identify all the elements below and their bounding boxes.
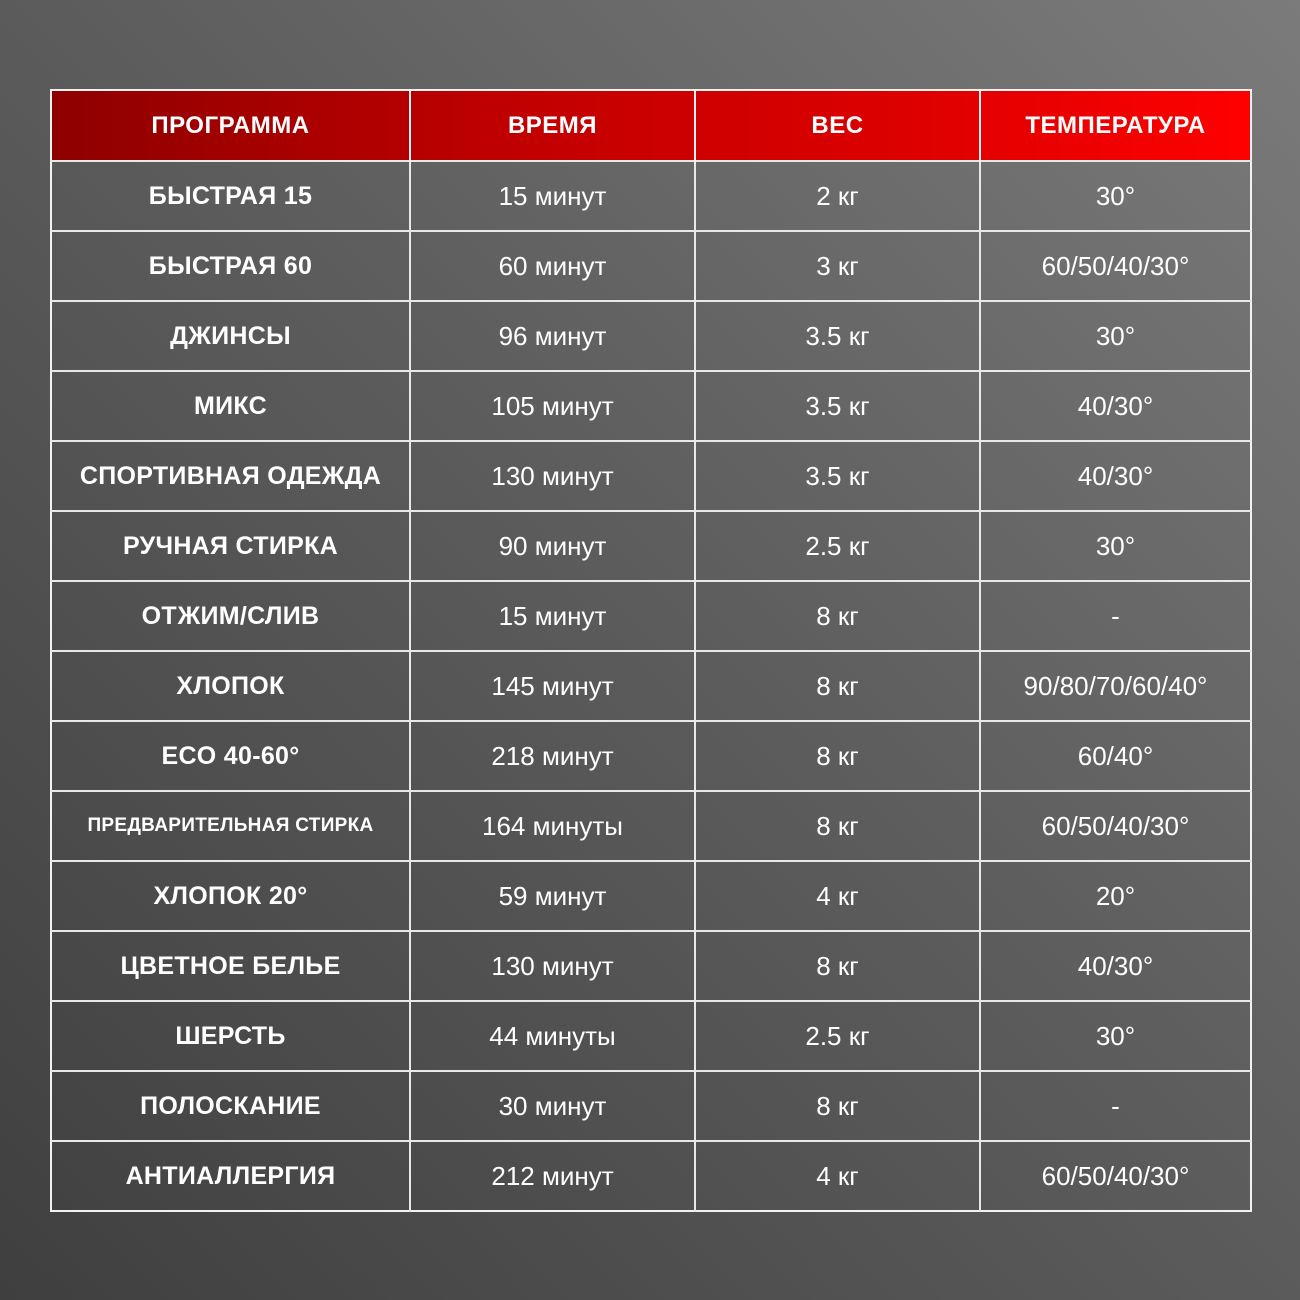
temperature-cell: 30°: [980, 511, 1251, 581]
temperature-cell: 30°: [980, 301, 1251, 371]
time-cell: 212 минут: [410, 1141, 695, 1211]
header-temperature: ТЕМПЕРАТУРА: [980, 90, 1251, 161]
programs-table: [50, 89, 1252, 1212]
program-cell: ЦВЕТНОЕ БЕЛЬЕ: [51, 931, 410, 1001]
time-cell: 30 минут: [410, 1071, 695, 1141]
time-cell: 44 минуты: [410, 1001, 695, 1071]
time-cell: 130 минут: [410, 441, 695, 511]
temperature-cell: 30°: [980, 161, 1251, 231]
program-cell: ПРЕДВАРИТЕЛЬНАЯ СТИРКА: [51, 791, 410, 861]
time-cell: 60 минут: [410, 231, 695, 301]
time-cell: 96 минут: [410, 301, 695, 371]
table-header-row: [51, 90, 1251, 161]
temperature-cell: 90/80/70/60/40°: [980, 651, 1251, 721]
weight-cell: 2.5 кг: [695, 511, 980, 581]
weight-cell: 8 кг: [695, 1071, 980, 1141]
weight-cell: 8 кг: [695, 581, 980, 651]
weight-cell: 3 кг: [695, 231, 980, 301]
weight-cell: 8 кг: [695, 931, 980, 1001]
weight-cell: 3.5 кг: [695, 441, 980, 511]
table-row: [51, 721, 1251, 791]
temperature-cell: -: [980, 581, 1251, 651]
table-body: [51, 161, 1251, 1211]
time-cell: 145 минут: [410, 651, 695, 721]
table-row: [51, 1141, 1251, 1211]
program-cell: ХЛОПОК: [51, 651, 410, 721]
weight-cell: 4 кг: [695, 1141, 980, 1211]
header-weight: ВЕС: [695, 90, 980, 161]
program-cell: СПОРТИВНАЯ ОДЕЖДА: [51, 441, 410, 511]
time-cell: 90 минут: [410, 511, 695, 581]
temperature-cell: 40/30°: [980, 371, 1251, 441]
program-cell: ПОЛОСКАНИЕ: [51, 1071, 410, 1141]
program-cell: ДЖИНСЫ: [51, 301, 410, 371]
weight-cell: 2.5 кг: [695, 1001, 980, 1071]
program-cell: ХЛОПОК 20°: [51, 861, 410, 931]
programs-table-container: [50, 89, 1250, 1212]
table-row: [51, 651, 1251, 721]
program-cell: ECO 40-60°: [51, 721, 410, 791]
table-row: [51, 1001, 1251, 1071]
program-cell: БЫСТРАЯ 15: [51, 161, 410, 231]
program-cell: ОТЖИМ/СЛИВ: [51, 581, 410, 651]
program-cell: БЫСТРАЯ 60: [51, 231, 410, 301]
program-cell: РУЧНАЯ СТИРКА: [51, 511, 410, 581]
temperature-cell: 60/40°: [980, 721, 1251, 791]
weight-cell: 3.5 кг: [695, 371, 980, 441]
table-row: [51, 931, 1251, 1001]
program-cell: АНТИАЛЛЕРГИЯ: [51, 1141, 410, 1211]
time-cell: 218 минут: [410, 721, 695, 791]
header-time: ВРЕМЯ: [410, 90, 695, 161]
table-row: [51, 301, 1251, 371]
time-cell: 164 минуты: [410, 791, 695, 861]
temperature-cell: 60/50/40/30°: [980, 791, 1251, 861]
table-row: [51, 441, 1251, 511]
temperature-cell: -: [980, 1071, 1251, 1141]
time-cell: 15 минут: [410, 581, 695, 651]
time-cell: 105 минут: [410, 371, 695, 441]
weight-cell: 8 кг: [695, 651, 980, 721]
program-cell: ШЕРСТЬ: [51, 1001, 410, 1071]
table-row: [51, 861, 1251, 931]
weight-cell: 8 кг: [695, 721, 980, 791]
program-cell: МИКС: [51, 371, 410, 441]
time-cell: 59 минут: [410, 861, 695, 931]
table-row: [51, 581, 1251, 651]
temperature-cell: 20°: [980, 861, 1251, 931]
table-row: [51, 161, 1251, 231]
table-row: [51, 1071, 1251, 1141]
temperature-cell: 60/50/40/30°: [980, 1141, 1251, 1211]
header-program: ПРОГРАММА: [151, 111, 310, 139]
temperature-cell: 30°: [980, 1001, 1251, 1071]
weight-cell: 2 кг: [695, 161, 980, 231]
table-row: [51, 511, 1251, 581]
table-row: [51, 791, 1251, 861]
temperature-cell: 40/30°: [980, 931, 1251, 1001]
time-cell: 15 минут: [410, 161, 695, 231]
temperature-cell: 40/30°: [980, 441, 1251, 511]
table-row: [51, 371, 1251, 441]
weight-cell: 4 кг: [695, 861, 980, 931]
table-row: [51, 231, 1251, 301]
time-cell: 130 минут: [410, 931, 695, 1001]
temperature-cell: 60/50/40/30°: [980, 231, 1251, 301]
weight-cell: 3.5 кг: [695, 301, 980, 371]
weight-cell: 8 кг: [695, 791, 980, 861]
